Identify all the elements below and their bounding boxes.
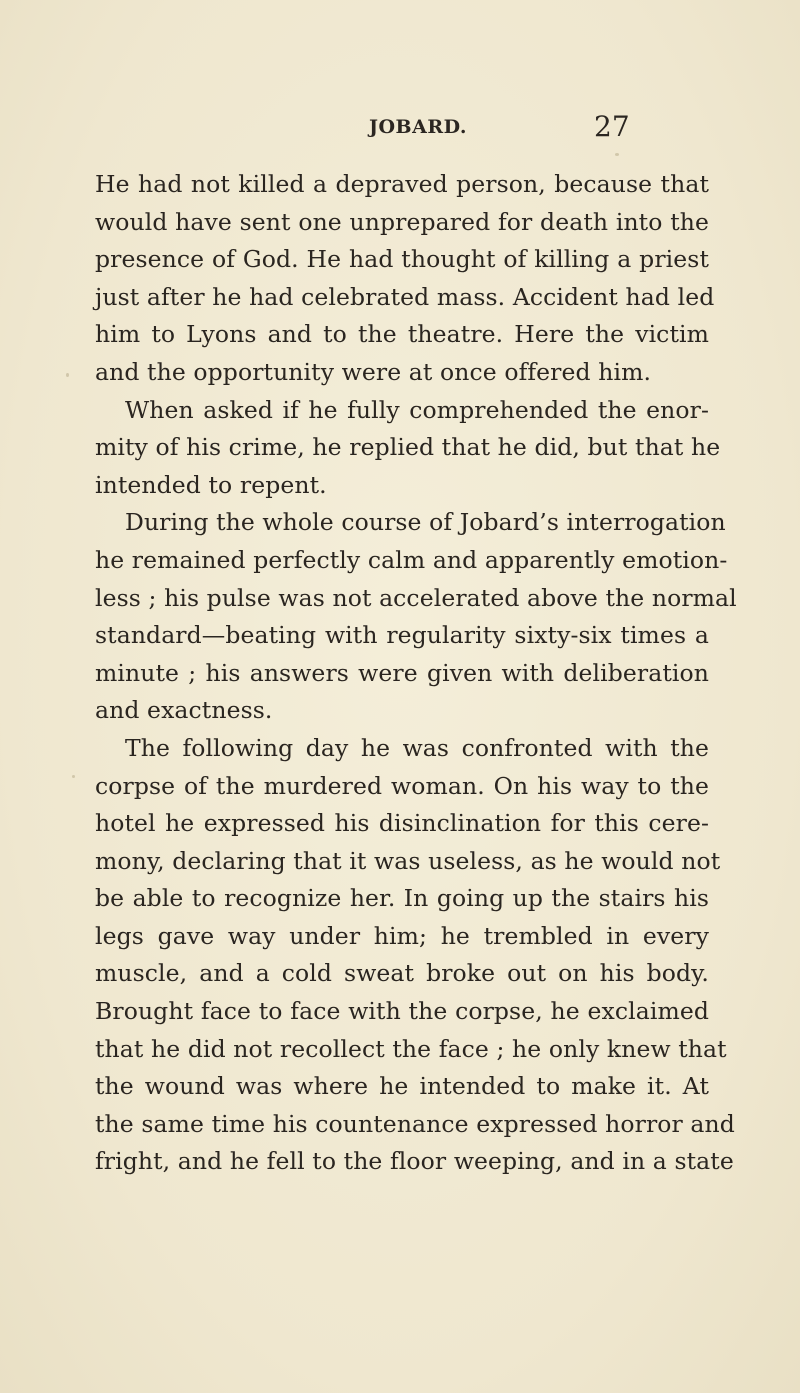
running-head-title: JOBARD. [369,116,468,138]
text-line: Brought face to face with the corpse, he exclaimed [95,997,709,1026]
text-line: the same time his countenance expressed horror and [95,1109,735,1138]
page-number: 27 [594,110,630,143]
text-line: that he did not recollect the face ; he only knew that [95,1034,727,1063]
text-line: and exactness. [95,696,273,725]
text-line: mity of his crime, he replied that he did, but that he [95,433,721,462]
text-line: intended to repent. [95,470,327,499]
text-line: During the whole course of Jobard’s interrogation [125,508,726,537]
text-line: presence of God. He had thought of killing a priest [95,245,709,274]
text-line: muscle, and a cold sweat broke out on his body. [95,959,709,988]
running-head [0,110,800,156]
text-line: minute ; his answers were given with deliberation [95,658,709,687]
body-text [95,166,737,1181]
text-line: When asked if he fully comprehended the enor- [125,395,709,424]
text-line: He had not killed a depraved person, because that [95,170,709,198]
text-line: corpse of the murdered woman. On his way to the [95,771,709,800]
text-line: fright, and he fell to the floor weeping, and in a state [95,1147,734,1176]
text-line: he remained perfectly calm and apparently emotion- [95,545,728,574]
paper-speck [72,775,75,778]
text-line: less ; his pulse was not accelerated above the normal [95,583,737,612]
text-line: would have sent one unprepared for death into the [95,207,709,236]
text-line: hotel he expressed his disinclination for this cere- [95,809,709,838]
text-line: mony, declaring that it was useless, as he would not [95,846,721,875]
text-line: The following day he was confronted with the [125,733,709,762]
paper-speck [615,153,619,156]
text-line: standard—beating with regularity sixty-six times a [95,621,709,650]
text-line: him to Lyons and to the theatre. Here the victim [95,320,709,349]
text-line: legs gave way under him; he trembled in every [95,921,709,950]
text-line: be able to recognize her. In going up the stairs his [95,884,709,913]
text-line: the wound was where he intended to make it. At [95,1072,709,1101]
paper-speck [66,373,69,377]
text-line: just after he had celebrated mass. Accident had led [95,282,715,311]
text-line: and the opportunity were at once offered him. [95,357,652,386]
